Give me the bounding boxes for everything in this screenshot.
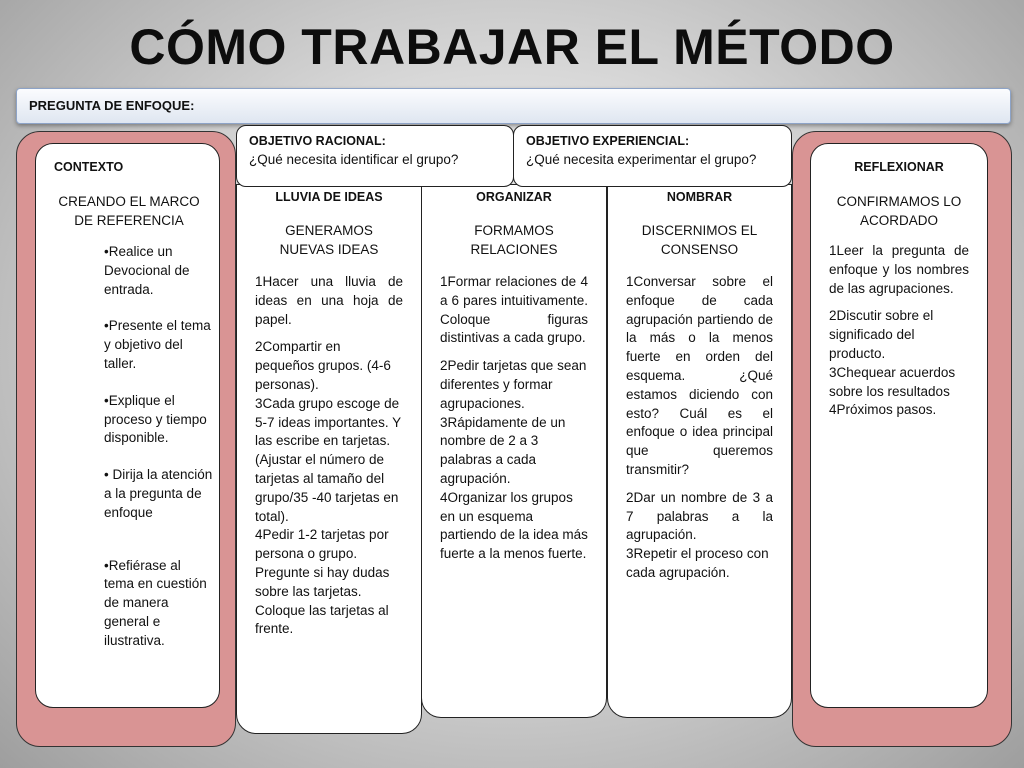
nombrar-steps xyxy=(626,273,773,583)
objetivo-experiencial-question: ¿Qué necesita experimentar el grupo? xyxy=(526,152,757,167)
step-text: 4Organizar los grupos en un esquema partiendo de la idea más fuerte a la menos fuerte. xyxy=(440,489,588,562)
step-text: 2Compartir en pequeños grupos. (4-6 personas). xyxy=(255,339,391,392)
contexto-card xyxy=(35,143,220,708)
focus-question-label: PREGUNTA DE ENFOQUE: xyxy=(29,98,195,113)
nombrar-column xyxy=(607,184,792,718)
lluvia-heading: LLUVIA DE IDEAS xyxy=(275,190,383,204)
contexto-heading: CONTEXTO xyxy=(54,160,124,174)
objetivo-racional-question: ¿Qué necesita identificar el grupo? xyxy=(249,152,459,167)
step-text: 3Cada grupo escoge de 5-7 ideas importantes. Y las escribe en tarjetas. (Ajustar el número de tarjetas al tamaño del grupo/35 -40 tarjetas en total). xyxy=(255,395,401,524)
step-text: 3Repetir el proceso con cada agrupación. xyxy=(626,546,769,580)
contexto-subtitle: CREANDO EL MARCO DE REFERENCIA xyxy=(58,194,200,228)
step-text: 1Hacer una lluvia de ideas en una hoja de papel. xyxy=(255,274,403,327)
list-item: •Realice un Devocional de entrada. xyxy=(104,244,190,297)
step-text: 4Próximos pasos. xyxy=(829,402,937,418)
step-text: 1Conversar sobre el enfoque de cada agrupación partiendo de la más o la menos fuerte en orden del esquema. ¿Qué estamos diciendo con esto? Cuál es el enfoque o idea principal que queremos transmitir? xyxy=(626,274,773,477)
lluvia-column xyxy=(236,184,422,734)
list-item: •Explique el proceso y tiempo disponible. xyxy=(104,392,207,446)
list-item: •Presente el tema y objetivo del taller. xyxy=(104,318,211,371)
reflexionar-steps xyxy=(829,242,969,420)
objetivo-racional-box xyxy=(236,125,514,187)
objetivo-experiencial-box xyxy=(513,125,792,187)
reflexionar-card xyxy=(810,143,988,708)
organizar-heading: ORGANIZAR xyxy=(476,190,552,204)
step-text: 2Dar un nombre de 3 a 7 palabras a la agrupación. xyxy=(626,489,773,543)
step-text: 4Pedir 1-2 tarjetas por persona o grupo. Pregunte si hay dudas sobre las tarjetas. Coloque las tarjetas al frente. xyxy=(255,527,390,637)
contexto-bullet-list xyxy=(104,243,214,669)
step-text: 3Chequear acuerdos sobre los resultados xyxy=(829,364,956,399)
step-text: 1Leer la pregunta de enfoque y los nombres de las agrupaciones. xyxy=(829,243,969,296)
focus-question-bar[interactable] xyxy=(16,88,1011,124)
objetivo-racional-label: OBJETIVO RACIONAL: xyxy=(249,134,386,148)
step-text: 2Pedir tarjetas que sean diferentes y formar agrupaciones. xyxy=(440,358,587,411)
list-item: • Dirija la atención a la pregunta de enfoque xyxy=(104,467,213,520)
page-title: CÓMO TRABAJAR EL MÉTODO xyxy=(129,19,895,75)
nombrar-subtitle: DISCERNIMOS EL CONSENSO xyxy=(641,223,758,257)
organizar-steps xyxy=(440,273,588,564)
objetivo-experiencial-label: OBJETIVO EXPERIENCIAL: xyxy=(526,134,690,148)
step-text: 3Rápidamente de un nombre de 2 a 3 palabras a cada agrupación. xyxy=(440,414,566,486)
nombrar-heading: NOMBRAR xyxy=(666,190,733,204)
organizar-column xyxy=(421,184,607,718)
reflexionar-subtitle: CONFIRMAMOS LO ACORDADO xyxy=(836,194,962,228)
lluvia-steps xyxy=(255,273,403,639)
step-text: 1Formar relaciones de 4 a 6 pares intuitivamente. Coloque figuras distintivas a cada grupo. xyxy=(440,274,588,346)
list-item: •Refiérase al tema en cuestión de manera general e ilustrativa. xyxy=(104,557,207,648)
organizar-subtitle: FORMAMOS RELACIONES xyxy=(470,223,558,257)
reflexionar-heading: REFLEXIONAR xyxy=(854,160,944,174)
lluvia-subtitle: GENERAMOS NUEVAS IDEAS xyxy=(279,223,379,257)
step-text: 2Discutir sobre el significado del producto. xyxy=(829,308,934,361)
